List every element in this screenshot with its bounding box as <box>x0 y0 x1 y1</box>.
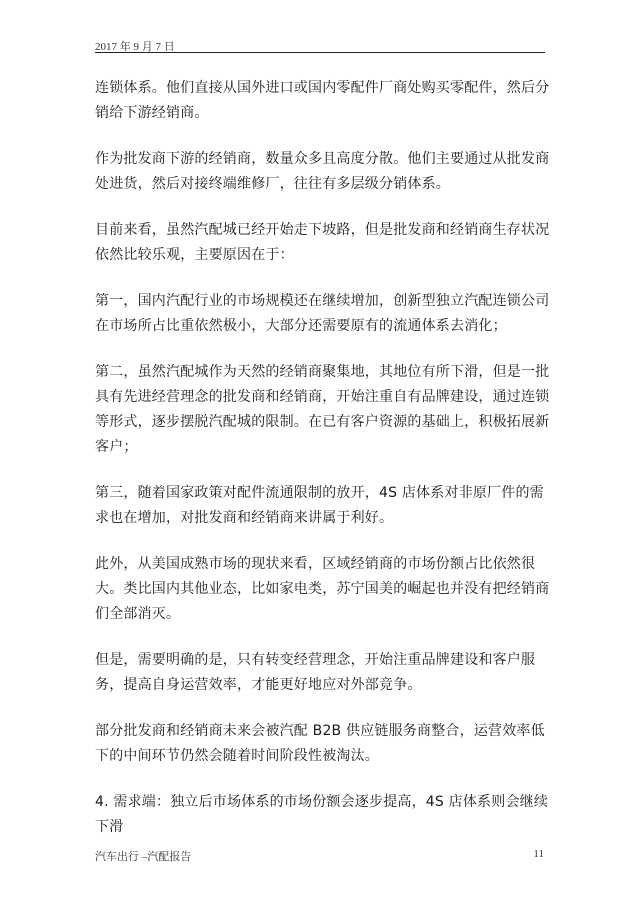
paragraph-2: 作为批发商下游的经销商，数量众多且高度分散。他们主要通过从批发商处进货，然后对接终端维修厂，往往有多层级分销体系。 <box>95 151 550 192</box>
paragraph-9: 部分批发商和经销商未来会被汽配 B2B 供应链服务商整合，运营效率低下的中间环节仍然会随着时间阶段性被淘汰。 <box>95 723 545 764</box>
paragraph-8: 但是，需要明确的是，只有转变经营理念，开始注重品牌建设和客户服务，提高自身运营效率，才能更好地应对外部竞争。 <box>95 652 536 693</box>
paragraph-3: 目前来看，虽然汽配城已经开始走下坡路，但是批发商和经销商生存状况依然比较乐观，主要原因在于： <box>95 222 550 263</box>
paragraph-5: 第二，虽然汽配城作为天然的经销商聚集地，其地位有所下滑，但是一批具有先进经营理念的批发商和经销商，开始注重自有品牌建设，通过连锁等形式，逐步摆脱汽配城的限制。在已有客户资源的基础上，积极拓展新客户； <box>95 364 550 455</box>
header-divider <box>95 52 545 53</box>
page-number: 11 <box>533 848 544 860</box>
paragraph-7: 此外，从美国成熟市场的现状来看，区域经销商的市场份额占比依然很大。类比国内其他业态，比如家电类，苏宁国美的崛起也并没有把经销商们全部消灭。 <box>95 556 550 622</box>
paragraph-4: 第一，国内汽配行业的市场规模还在继续增加，创新型独立汽配连锁公司在市场所占比重依然极小，大部分还需要原有的流通体系去消化； <box>95 293 550 334</box>
footer-source: 汽车出行 –汽配报告 <box>95 851 192 863</box>
paragraph-6: 第三，随着国家政策对配件流通限制的放开，4S 店体系对非原厂件的需求也在增加，对批发商和经销商来讲属于利好。 <box>95 485 544 526</box>
document-body <box>95 76 551 861</box>
paragraph-1: 连锁体系。他们直接从国外进口或国内零配件厂商处购买零配件，然后分销给下游经销商。 <box>95 80 550 121</box>
header-date: 2017 年 9 月 7 日 <box>95 41 175 53</box>
section-heading: 4. 需求端：独立后市场体系的市场份额会逐步提高，4S 店体系则会继续下滑 <box>95 794 549 835</box>
